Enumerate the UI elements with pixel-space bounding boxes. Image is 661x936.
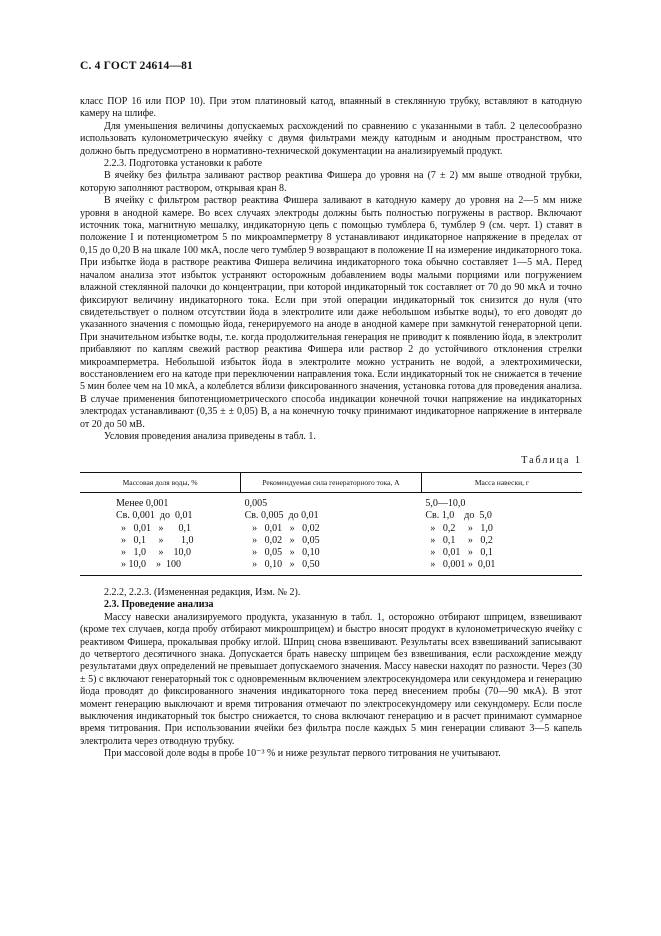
table-cell: » 10,0 » 100 [116,558,181,570]
table-cell: » 0,05 » 0,10 [244,546,320,558]
conditions-table [80,472,582,576]
table-cell: Св. 0,001 до 0,01 [116,510,193,522]
table-header-water: Массовая доля воды, % [80,473,241,493]
subsection-heading: 2.2.3. Подготовка установки к работе [104,158,263,170]
body-text-top [80,96,582,443]
paragraph: класс ПОР 16 или ПОР 10). При этом платиновый катод, впаянный в стеклянную трубку, вставляют в катодную камеру на шлифе. [80,96,582,120]
paragraph: Условия проведения анализа приведены в табл. 1. [104,430,316,442]
table-header-current: Рекомендуемая сила генераторного тока, А [241,473,422,493]
table-column-mass [421,493,582,576]
table-cell: » 0,2 » 1,0 [425,522,493,534]
table-cell: » 0,1 » 1,0 [116,534,194,546]
table-header-mass: Масса навески, г [421,473,582,493]
paragraph: Для уменьшения величины допускаемых расхождений по сравнению с указанными в табл. 2 целесообразно использовать кулонометрическую ячейку с двумя фильтрами между катодным и анодным пространством, что должно быть предусмотрено в нормативно-технической документации на анализируемый продукт. [80,120,582,157]
page-header: С. 4 ГОСТ 24614—81 [80,60,193,72]
body-text-bottom [80,587,582,761]
table-cell: » 0,02 » 0,05 [244,534,320,546]
table-cell: » 0,01 » 0,1 [116,522,191,534]
paragraph: В ячейку без фильтра заливают раствор реактива Фишера до уровня на (7 ± 2) мм выше отводной трубки, которую заполняют раствором, открывая кран 8. [80,170,582,194]
table-cell: » 0,10 » 0,50 [244,558,320,570]
section-title: 2.3. Проведение анализа [104,599,214,611]
paragraph: Массу навески анализируемого продукта, указанную в табл. 1, осторожно отбирают шприцем, взвешивают (кроме тех случаев, когда пробу отбирают микрошприцем) и быстро вносят продукт в кулонометрическую ячейку с реактивом Фишера, прокалывая пробку иглой. Шприц снова взвешивают. Результаты всех взвешиваний записывают до четвертого десятичного знака. Допускается брать навеску шприцем без взвешивания, если расхождение между результатами двух определений не превышает допускаемого значения. Массу навески находят по разности. Через (30 ± 5) с включают генераторный ток с одновременным включением электросекундомера или секундомера и генерацию йода проводят до фиксированного значения индикаторного тока перед внесением пробы (70—90 мкА). В этот момент генерацию выключают и время титрования отмечают по электросекундомеру или секундомеру. Если после выключения индикаторный ток быстро снижается, то снова включают генерацию и в расчет принимают суммарное время титрования. При использовании ячейки без фильтра после каждых 5 мин генерации сливают 3—5 капель электролита через отводную трубку. [80,611,582,747]
table-cell: » 1,0 » 10,0 [116,546,191,558]
table-label: Таблица 1 [521,455,582,467]
table-cell: Менее 0,001 [116,498,169,510]
edit-note-text: 2.2.2, 2.2.3. (Измененная редакция, Изм. № 2). [104,586,301,598]
table-cell: » 0,01 » 0,1 [425,546,493,558]
table-cell: » 0,1 » 0,2 [425,534,493,546]
table-cell: Св. 1,0 до 5,0 [425,510,492,522]
table-cell: 5,0—10,0 [425,498,466,510]
table-column-water [80,493,241,576]
table-column-current [241,493,422,576]
table-cell: 0,005 [244,498,268,510]
document-page [80,60,582,761]
paragraph: При массовой доле воды в пробе 10⁻³ % и ниже результат первого титрования не учитывают. [104,748,501,760]
table-cell: » 0,01 » 0,02 [244,522,320,534]
paragraph: В ячейку с фильтром раствор реактива Фишера заливают в катодную камеру до уровня на 2—5 мм ниже уровня в анодной камере. Во всех случаях электроды должны быть полностью погружены в раствор. Включают источник тока, магнитную мешалку, индикаторную цепь с помощью тумблера 6, тумблер 9 (см. черт. 1) ставят в положение I и потенциометром 5 по микроамперметру 8 устанавливают индикаторное напряжение в пределах от 0,15 до 0,20 В на шкале 100 мкА, после чего тумблер 9 возвращают в положение II на измерение индикаторного тока. При избытке йода в растворе реактива Фишера величина индикаторного тока обычно составляет 1—5 мА. Перед началом анализа этот избыток устраняют осторожным добавлением воды малыми порциями или погружением влажной стеклянной палочки до концентрации, при которой индикаторный ток составляет от 70 до 90 мкА и точно фиксируют величину индикаторного тока. Если при этой операции индикаторный ток снизится до нуля (что свидетельствует о полном отсутствии йода в электролите или даже небольшом избытке воды), то его доводят до указанного значения с помощью йода, генерируемого на аноде в анодной камере при замкнутой генераторной цепи. При значительном избытке воды, т.е. когда продолжительная генерация не приводит к появлению йода, в электролит прибавляют по каплям свежий раствор реактива Фишера или раствор 2 до устойчивого отклонения стрелки микроамперметра. Небольшой избыток йода в электролите можно устранить не водой, а электрохимически, восстановлением его на катоде при переключении направления тока. Если индикаторный ток не снижается в течение 5 мин более чем на 10 мкА, а колеблется вблизи фиксированного значения, установка готова для проведения анализа. В случае применения бипотенциометрического способа индикации конечной точки напряжение на индикаторных электродах устанавливают (0,35 ± ± 0,05) В, а на конечную точку принимают индикаторное напряжение в интервале от 20 до 50 мВ. [80,195,582,430]
edit-note [80,587,582,599]
table-cell: » 0,001 » 0,01 [425,558,496,570]
table-cell: Св. 0,005 до 0,01 [244,510,319,522]
